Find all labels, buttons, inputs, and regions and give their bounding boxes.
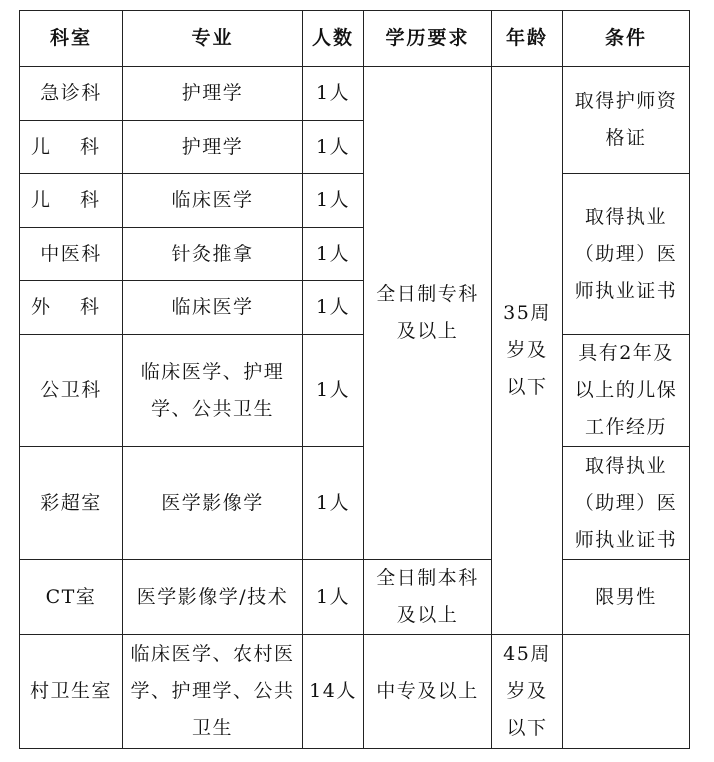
cell-dept: 彩超室 bbox=[20, 447, 123, 560]
cell-count: 1人 bbox=[303, 281, 364, 335]
cell-education-college: 全日制专科及以上 bbox=[364, 67, 492, 560]
header-row bbox=[20, 11, 690, 67]
table-row bbox=[20, 560, 690, 635]
table-row bbox=[20, 635, 690, 749]
cell-count: 1人 bbox=[303, 447, 364, 560]
cell-dept: 急诊科 bbox=[20, 67, 123, 121]
cell-count: 1人 bbox=[303, 67, 364, 121]
cell-condition-physician-1: 取得执业（助理）医师执业证书 bbox=[563, 174, 690, 335]
cell-count: 1人 bbox=[303, 228, 364, 281]
cell-condition-male: 限男性 bbox=[563, 560, 690, 635]
cell-count: 1人 bbox=[303, 335, 364, 447]
cell-dept: 中医科 bbox=[20, 228, 123, 281]
table-row bbox=[20, 174, 690, 228]
cell-major: 临床医学 bbox=[123, 281, 303, 335]
cell-count: 14人 bbox=[303, 635, 364, 749]
cell-condition-empty bbox=[563, 635, 690, 749]
cell-major: 医学影像学/技术 bbox=[123, 560, 303, 635]
cell-major: 护理学 bbox=[123, 67, 303, 121]
header-education: 学历要求 bbox=[364, 11, 492, 67]
table-row bbox=[20, 335, 690, 447]
header-conditions: 条件 bbox=[563, 11, 690, 67]
header-dept: 科室 bbox=[20, 11, 123, 67]
cell-dept: 村卫生室 bbox=[20, 635, 123, 749]
cell-dept: 公卫科 bbox=[20, 335, 123, 447]
cell-condition-pediatric: 具有2年及以上的儿保工作经历 bbox=[563, 335, 690, 447]
cell-age-45: 45周岁及以下 bbox=[492, 635, 563, 749]
cell-major: 临床医学、农村医学、护理学、公共卫生 bbox=[123, 635, 303, 749]
cell-major: 针灸推拿 bbox=[123, 228, 303, 281]
recruitment-table bbox=[19, 10, 690, 749]
cell-education-secondary: 中专及以上 bbox=[364, 635, 492, 749]
cell-major: 护理学 bbox=[123, 121, 303, 174]
cell-dept: CT室 bbox=[20, 560, 123, 635]
cell-education-bachelor: 全日制本科及以上 bbox=[364, 560, 492, 635]
cell-dept: 儿 科 bbox=[20, 174, 123, 228]
table-row bbox=[20, 67, 690, 121]
header-count: 人数 bbox=[303, 11, 364, 67]
cell-major: 临床医学 bbox=[123, 174, 303, 228]
cell-count: 1人 bbox=[303, 174, 364, 228]
cell-dept: 儿 科 bbox=[20, 121, 123, 174]
cell-count: 1人 bbox=[303, 560, 364, 635]
cell-count: 1人 bbox=[303, 121, 364, 174]
header-age: 年龄 bbox=[492, 11, 563, 67]
cell-condition-nurse: 取得护师资格证 bbox=[563, 67, 690, 174]
cell-condition-physician-2: 取得执业（助理）医师执业证书 bbox=[563, 447, 690, 560]
cell-dept: 外 科 bbox=[20, 281, 123, 335]
table-row bbox=[20, 447, 690, 560]
header-major: 专业 bbox=[123, 11, 303, 67]
cell-major: 临床医学、护理学、公共卫生 bbox=[123, 335, 303, 447]
cell-major: 医学影像学 bbox=[123, 447, 303, 560]
cell-age-35: 35周岁及以下 bbox=[492, 67, 563, 635]
